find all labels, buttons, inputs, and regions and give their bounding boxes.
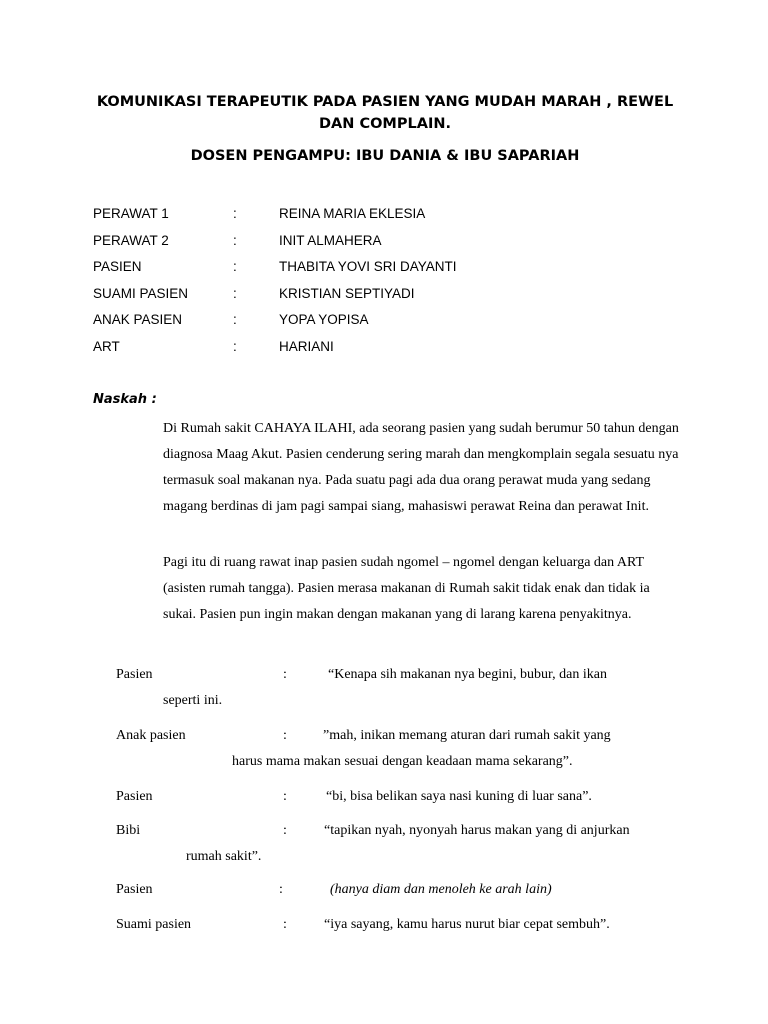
cast-name: THABITA YOVI SRI DAYANTI [279,259,457,274]
cast-colon: : [233,338,237,354]
cast-role: ANAK PASIEN [93,312,183,327]
dialogue-colon: : [283,823,287,838]
cast-name: KRISTIAN SEPTIYADI [279,285,415,301]
dialogue-text-continued: harus mama makan sesuai dengan keadaan mama sekarang”. [232,754,573,769]
dialogue-text-continued: seperti ini. [163,693,223,708]
dialogue-text: “iya sayang, kamu harus nurut biar cepat sembuh”. [324,917,610,932]
dialogue-colon: : [283,917,287,932]
narration-paragraph: Pagi itu di ruang rawat inap pasien sudah ngomel – ngomel dengan keluarga dan ART (asisten rumah tangga). Pasien merasa makanan di Rumah sakit tidak enak dan tidak ia sukai. Pasien pun ingin makan dengan makanan yang di larang karena penyakitnya. [163,555,650,622]
speaker-name: Pasien [116,882,153,897]
speaker-name: Suami pasien [116,917,192,932]
speaker-name: Pasien [116,789,153,804]
document-subtitle: DOSEN PENGAMPU: IBU DANIA & IBU SAPARIAH [190,148,580,164]
cast-role: ART [93,338,120,354]
cast-role: PASIEN [93,259,142,274]
dialogue-colon: : [283,667,287,682]
speaker-name: Bibi [116,823,141,838]
dialogue-text: “tapikan nyah, nyonyah harus makan yang di anjurkan [324,823,630,838]
cast-role: PERAWAT 2 [93,232,169,248]
dialogue-colon: : [283,789,287,804]
script-heading: Naskah : [93,392,157,407]
dialogue-text: “Kenapa sih makanan nya begini, bubur, dan ikan [328,667,607,682]
cast-name: REINA MARIA EKLESIA [279,206,426,221]
cast-name: INIT ALMAHERA [279,232,382,248]
dialogue-text-continued: rumah sakit”. [186,849,262,864]
cast-colon: : [233,259,237,274]
document-title: KOMUNIKASI TERAPEUTIK PADA PASIEN YANG MUDAH MARAH , REWEL DAN COMPLAIN. [96,94,674,132]
dialogue-text: “bi, bisa belikan saya nasi kuning di luar sana”. [326,789,592,804]
speaker-name: Anak pasien [116,728,186,743]
dialogue-colon: : [283,728,287,743]
narration-paragraph: Di Rumah sakit CAHAYA ILAHI, ada seorang pasien yang sudah berumur 50 tahun dengan diagnosa Maag Akut. Pasien cenderung sering marah dan mengkomplain segala sesuatu nya termasuk soal makanan nya. Pada suatu pagi ada dua orang perawat muda yang sedang magang berdinas di jam pagi sampai siang, mahasiswi perawat Reina dan perawat Init. [163,421,679,514]
cast-role: SUAMI PASIEN [93,285,189,301]
speaker-name: Pasien [116,667,153,682]
cast-colon: : [233,285,237,301]
cast-colon: : [233,206,237,221]
cast-colon: : [233,312,237,327]
cast-role: PERAWAT 1 [93,206,169,221]
cast-name: HARIANI [279,338,334,354]
cast-colon: : [233,232,237,248]
dialogue-colon: : [279,882,283,897]
cast-name: YOPA YOPISA [279,312,369,327]
dialogue-text: (hanya diam dan menoleh ke arah lain) [330,882,552,897]
dialogue-text: ”mah, inikan memang aturan dari rumah sakit yang [323,728,611,743]
